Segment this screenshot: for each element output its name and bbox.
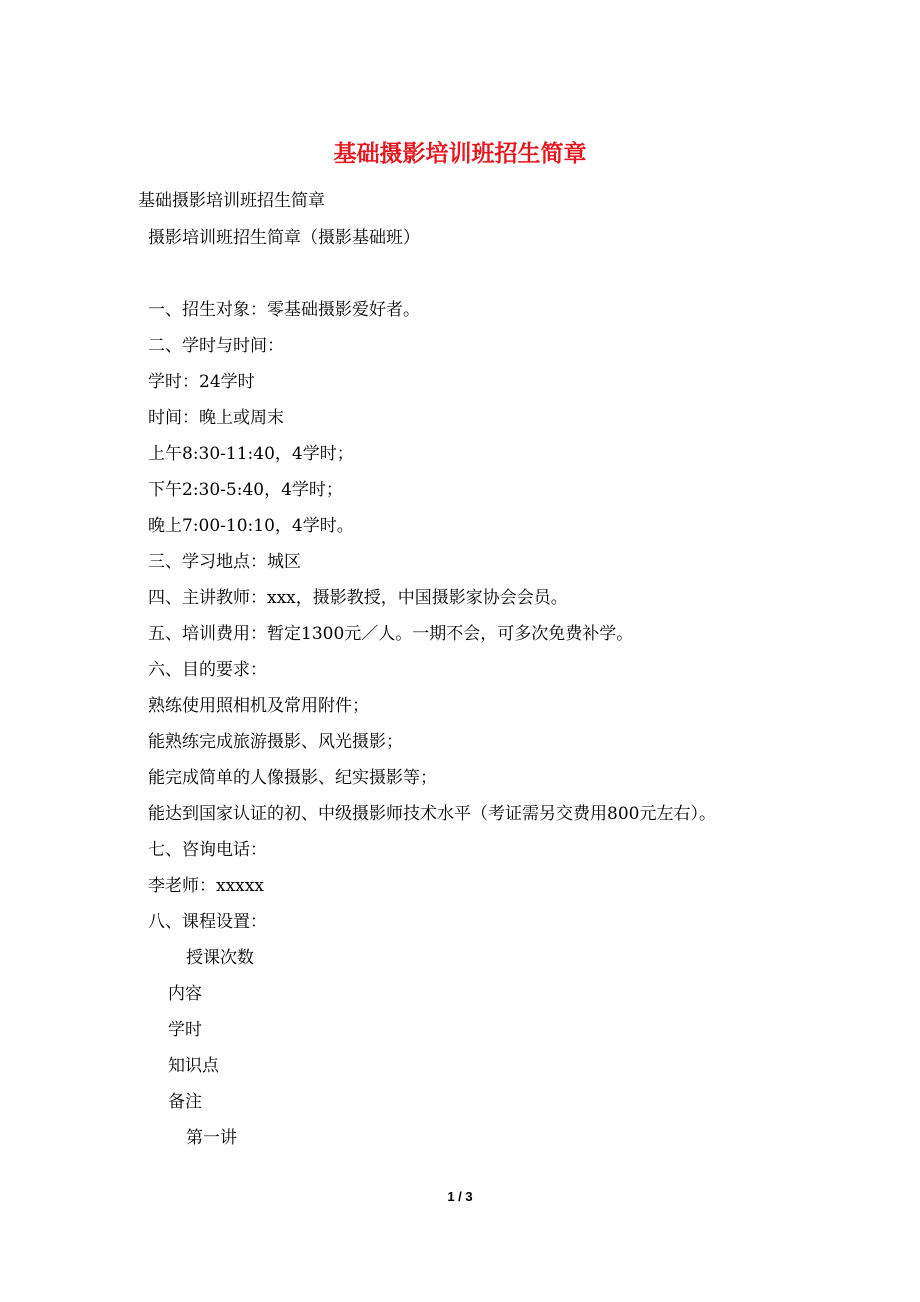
- section-curriculum: 八、课程设置：: [148, 912, 267, 932]
- morning-schedule: 上午8:30-11:40，4学时；: [148, 444, 354, 464]
- section-objectives: 六、目的要求：: [148, 660, 267, 680]
- evening-schedule: 晚上7:00-10:10，4学时。: [148, 516, 354, 536]
- table-header-content: 内容: [168, 984, 202, 1004]
- section-location: 三、学习地点：城区: [148, 552, 301, 572]
- table-header-sessions: 授课次数: [186, 948, 254, 968]
- section-instructor: 四、主讲教师：xxx，摄影教授，中国摄影家协会会员。: [148, 588, 568, 608]
- hours-line: 学时：24学时: [148, 372, 255, 392]
- contact-teacher: 李老师：xxxxx: [148, 876, 264, 896]
- subheading: 摄影培训班招生简章（摄影基础班）: [148, 228, 420, 248]
- section-hours-and-time: 二、学时与时间：: [148, 336, 284, 356]
- afternoon-schedule: 下午2:30-5:40，4学时；: [148, 480, 343, 500]
- objective-1: 熟练使用照相机及常用附件；: [148, 696, 369, 716]
- objective-4: 能达到国家认证的初、中级摄影师技术水平（考证需另交费用800元左右）。: [148, 804, 716, 824]
- section-fees: 五、培训费用：暂定1300元／人。一期不会，可多次免费补学。: [148, 624, 634, 644]
- table-row-lecture-1: 第一讲: [186, 1128, 237, 1148]
- page-number: 1 / 3: [447, 1189, 473, 1204]
- section-enrollment-target: 一、招生对象：零基础摄影爱好者。: [148, 300, 420, 320]
- table-header-hours: 学时: [168, 1020, 202, 1040]
- section-contact: 七、咨询电话：: [148, 840, 267, 860]
- time-line: 时间：晚上或周末: [148, 408, 284, 428]
- table-header-remarks: 备注: [168, 1092, 202, 1112]
- objective-3: 能完成简单的人像摄影、纪实摄影等；: [148, 768, 437, 788]
- objective-2: 能熟练完成旅游摄影、风光摄影；: [148, 732, 403, 752]
- subtitle: 基础摄影培训班招生简章: [138, 191, 325, 211]
- table-header-knowledge: 知识点: [168, 1056, 219, 1076]
- document-title: 基础摄影培训班招生简章: [333, 140, 587, 167]
